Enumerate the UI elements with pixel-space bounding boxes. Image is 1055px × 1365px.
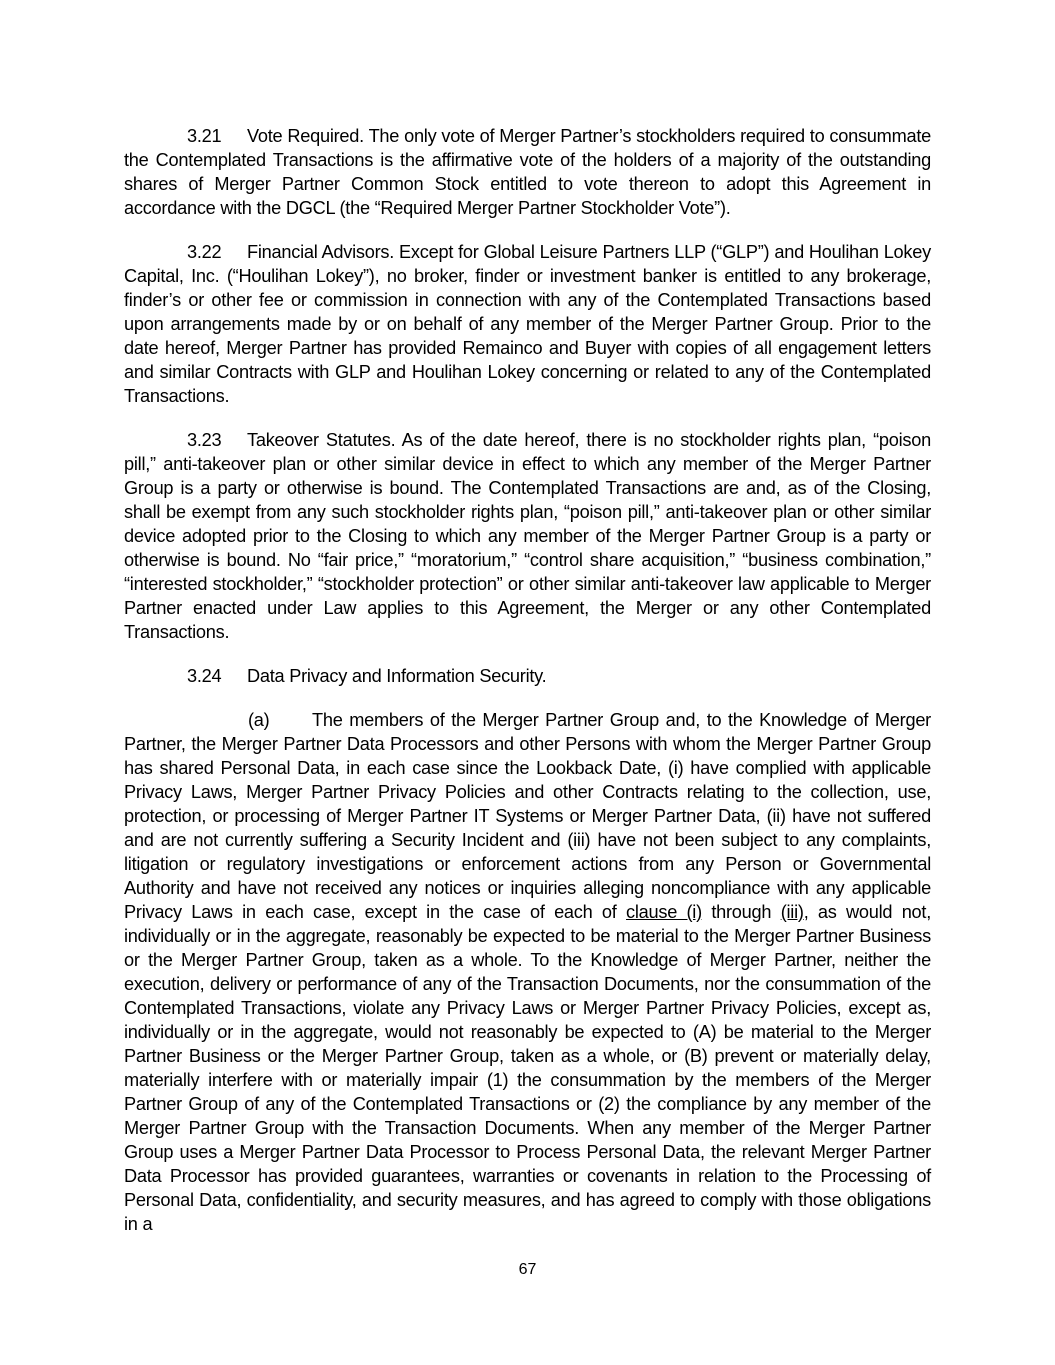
through-word: through bbox=[711, 902, 772, 922]
section-heading: Takeover Statutes. bbox=[247, 430, 396, 450]
section-3-23 bbox=[124, 428, 931, 644]
clause-iii-reference: (iii) bbox=[780, 902, 804, 922]
page-number: 67 bbox=[518, 1261, 537, 1278]
section-body: As of the date hereof, there is no stockholder rights plan, “poison pill,” anti-takeover plan or other similar device in effect to which any member of the Merger Partner Group is a party or otherwise is bound. The Contemplated Transactions are and, as of the Closing, shall be exempt from any such stockholder rights plan, “poison pill,” anti-takeover plan or other similar device adopted prior to the Closing to which any member of the Merger Partner Group is a party or otherwise is bound. No “fair price,” “moratorium,” “control share acquisition,” “business combination,” “interested stockholder,” “stockholder protection” or other similar anti-takeover law applicable to Merger Partner enacted under Law applies to this Agreement, the Merger or any other Contemplated Transactions. bbox=[124, 430, 931, 642]
subsection-a bbox=[124, 708, 931, 1236]
section-number: 3.22 bbox=[187, 242, 222, 262]
section-number: 3.21 bbox=[187, 126, 222, 146]
subsection-label: (a) bbox=[248, 710, 270, 730]
document-page bbox=[124, 124, 931, 1256]
section-number: 3.24 bbox=[187, 666, 222, 686]
section-body: Except for Global Leisure Partners LLP (“GLP”) and Houlihan Lokey Capital, Inc. (“Houlihan Lokey”), no broker, finder or investment banker is entitled to any brokerage, finder’s or other fee or commission in connection with any of the Contemplated Transactions based upon arrangements made by or on behalf of any member of the Merger Partner Group. Prior to the date hereof, Merger Partner has provided Remainco and Buyer with copies of all engagement letters and similar Contracts with GLP and Houlihan Lokey concerning or related to any of the Contemplated Transactions. bbox=[124, 242, 931, 406]
subsection-body-part2: , as would not, individually or in the aggregate, reasonably be expected to be material to the Merger Partner Business or the Merger Partner Group, taken as a whole. To the Knowledge of Merger Partner, neither the execution, delivery or performance of any of the Transaction Documents, nor the consummation of the Contemplated Transactions, violate any Privacy Laws or Merger Partner Privacy Policies, except as, individually or in the aggregate, would not reasonably be expected to (A) be material to the Merger Partner Business or the Merger Partner Group, taken as a whole, or (B) prevent or materially delay, materially interfere with or materially impair (1) the consummation by the members of the Merger Partner Group of any of the Contemplated Transactions or (2) the compliance by any member of the Merger Partner Group with the Transaction Documents. When any member of the Merger Partner Group uses a Merger Partner Data Processor to Process Personal Data, the relevant Merger Partner Data Processor has provided guarantees, warranties or covenants in relation to the Processing of Personal Data, confidentiality, and security measures, and has agreed to comply with those obligations in a bbox=[124, 902, 932, 1234]
section-number: 3.23 bbox=[187, 430, 222, 450]
section-heading: Financial Advisors. bbox=[247, 242, 395, 262]
section-heading: Vote Required. bbox=[247, 126, 364, 146]
section-body: The only vote of Merger Partner’s stockholders required to consummate the Contemplated Transactions is the affirmative vote of the holders of a majority of the outstanding shares of Merger Partner Common Stock entitled to vote thereon to adopt this Agreement in accordance with the DGCL (the “Required Merger Partner Stockholder Vote”). bbox=[124, 126, 931, 218]
section-3-21 bbox=[124, 124, 931, 220]
clause-i-reference: clause (i) bbox=[626, 902, 702, 922]
section-3-22 bbox=[124, 240, 931, 408]
subsection-body-part1: The members of the Merger Partner Group and, to the Knowledge of Merger Partner, the Merger Partner Data Processors and other Persons with whom the Merger Partner Group has shared Personal Data, in each case since the Lookback Date, (i) have complied with applicable Privacy Laws, Merger Partner Privacy Policies and other Contracts relating to the collection, use, protection, or processing of Merger Partner IT Systems or Merger Partner Data, (ii) have not suffered and are not currently suffering a Security Incident and (iii) have not been subject to any complaints, litigation or regulatory investigations or enforcement actions from any Person or Governmental Authority and have not received any notices or inquiries alleging noncompliance with any applicable Privacy Laws in each case, except in the case of each of bbox=[124, 710, 931, 922]
section-heading: Data Privacy and Information Security. bbox=[247, 666, 547, 686]
section-3-24 bbox=[124, 664, 931, 688]
